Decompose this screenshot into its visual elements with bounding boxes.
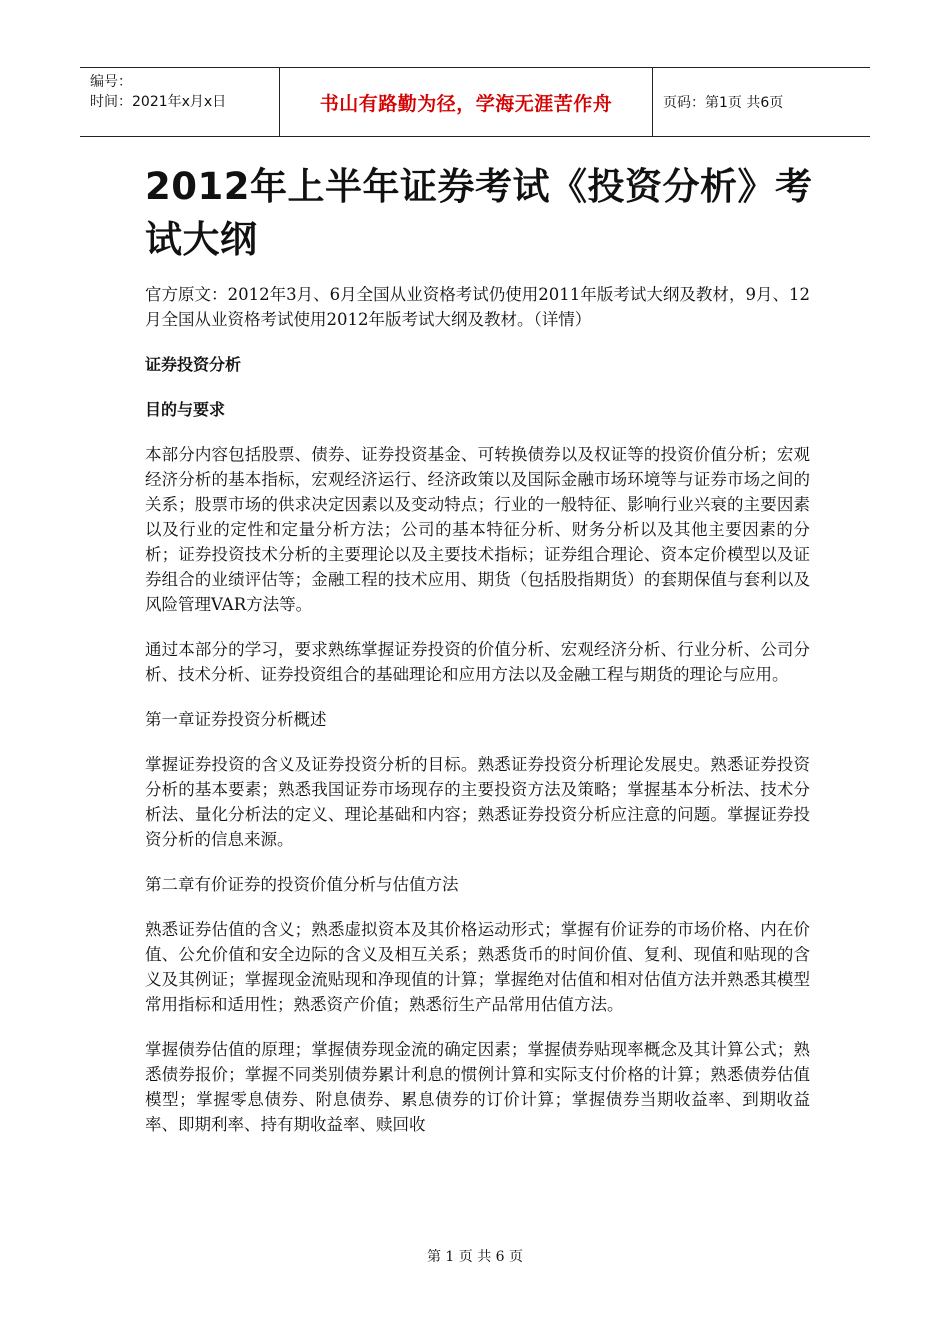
- header-meta: [80, 68, 280, 136]
- page-footer: 第 1 页 共 6 页: [426, 1249, 524, 1265]
- body-paragraph: 掌握债券估值的原理；掌握债券现金流的确定因素；掌握债券贴现率概念及其计算公式；熟悉债券报价；掌握不同类别债券累计利息的惯例计算和实际支付价格的计算；熟悉债券估值模型；掌握零息债券、附息债券、累息债券的订价计算；掌握债券当期收益率、到期收益率、即期利率、持有期收益率、赎回收: [145, 1040, 810, 1134]
- body-paragraph: 熟悉证券估值的含义；熟悉虚拟资本及其价格运动形式；掌握有价证券的市场价格、内在价值、公允价值和安全边际的含义及相互关系；熟悉货币的时间价值、复利、现值和贴现的含义及其例证；掌握现金流贴现和净现值的计算；掌握绝对估值和相对估值方法并熟悉其模型常用指标和适用性；熟悉资产价值；熟悉衍生产品常用估值方法。: [145, 920, 810, 1014]
- document-title: 2012年上半年证券考试《投资分析》考试大纲: [145, 165, 813, 261]
- document-body: [145, 282, 810, 1157]
- header-page-info: 页码：第1页 共6页: [663, 95, 784, 111]
- body-paragraph: 第二章有价证券的投资价值分析与估值方法: [145, 875, 459, 894]
- body-paragraph: 掌握证券投资的含义及证券投资分析的目标。熟悉证券投资分析理论发展史。熟悉证券投资分析的基本要素；熟悉我国证券市场现存的主要投资方法及策略；掌握基本分析法、技术分析法、量化分析法的定义、理论基础和内容；熟悉证券投资分析应注意的问题。掌握证券投资分析的信息来源。: [145, 755, 810, 849]
- section-heading: 目的与要求: [145, 400, 226, 419]
- document-number-label: 编号：: [90, 74, 132, 90]
- body-paragraph: 第一章证券投资分析概述: [145, 710, 327, 729]
- section-heading: 证券投资分析: [145, 355, 242, 374]
- header-motto: 书山有路勤为径，学海无涯苦作舟: [280, 68, 653, 136]
- body-paragraph: 通过本部分的学习，要求熟练掌握证券投资的价值分析、宏观经济分析、行业分析、公司分析、技术分析、证券投资组合的基础理论和应用方法以及金融工程与期货的理论与应用。: [145, 640, 810, 684]
- document-date: 时间：2021年x月x日: [90, 94, 227, 110]
- body-paragraph: 官方原文：2012年3月、6月全国从业资格考试仍使用2011年版考试大纲及教材，9月、12月全国从业资格考试使用2012年版考试大纲及教材。（详情）: [145, 285, 810, 329]
- page-header: [80, 67, 870, 137]
- body-paragraph: 本部分内容包括股票、债券、证券投资基金、可转换债券以及权证等的投资价值分析；宏观经济分析的基本指标，宏观经济运行、经济政策以及国际金融市场环境等与证券市场之间的关系；股票市场的供求决定因素以及变动特点；行业的一般特征、影响行业兴衰的主要因素以及行业的定性和定量分析方法；公司的基本特征分析、财务分析以及其他主要因素的分析；证券投资技术分析的主要理论以及主要技术指标；证券组合理论、资本定价模型以及证券组合的业绩评估等；金融工程的技术应用、期货（包括股指期货）的套期保值与套利以及风险管理VAR方法等。: [145, 445, 810, 614]
